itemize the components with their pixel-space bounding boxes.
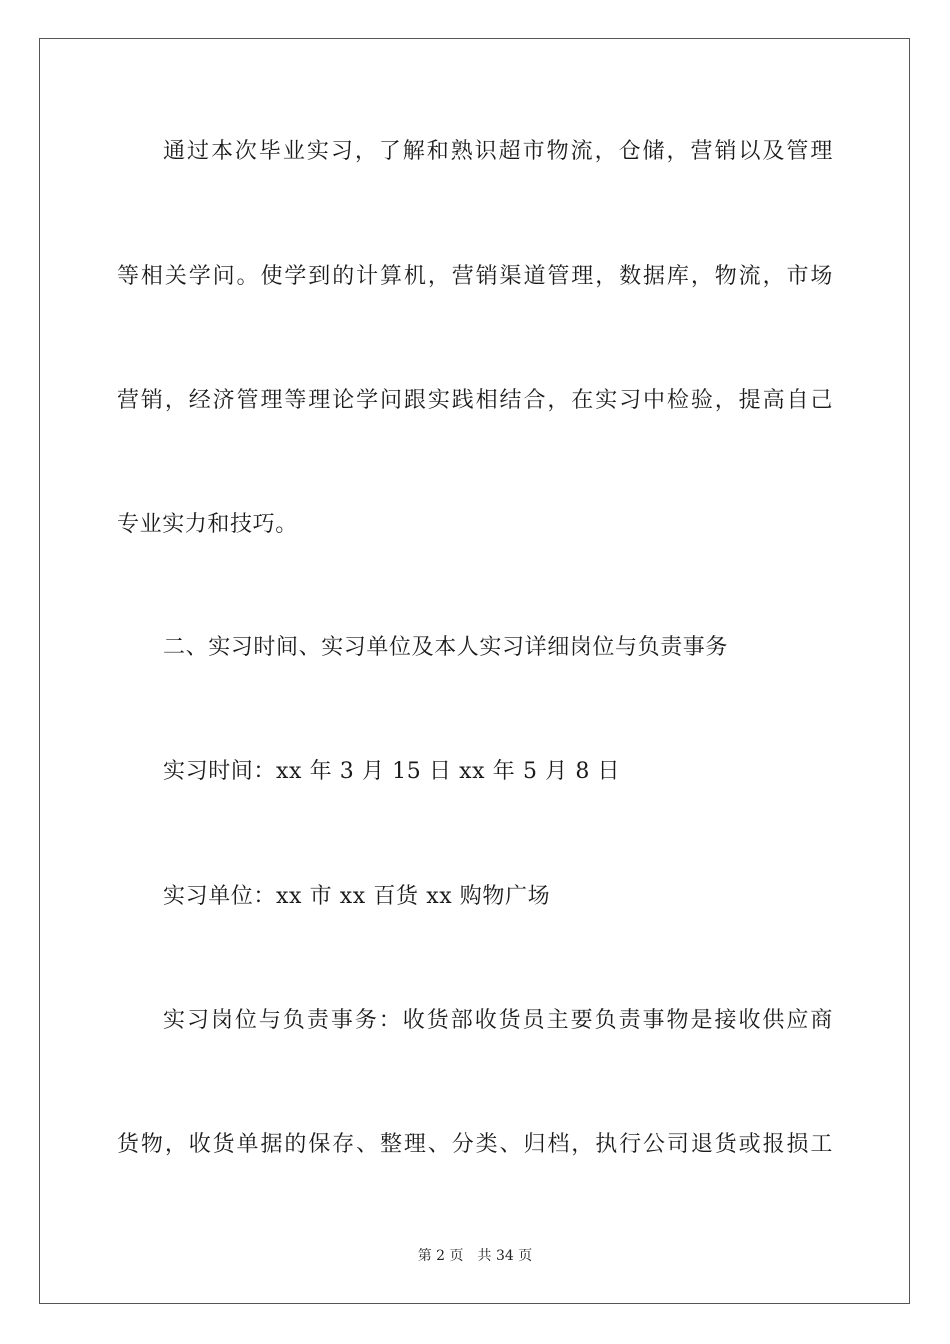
page-footer bbox=[0, 1246, 950, 1266]
paragraph-1-line-3: 营销，经济管理等理论学问跟实践相结合，在实习中检验，提高自己 bbox=[117, 388, 833, 413]
page-total: 共 34 页 bbox=[477, 1248, 533, 1264]
duties-line-1: 实习岗位与负责事务：收货部收货员主要负责事物是接收供应商 bbox=[163, 1008, 833, 1033]
internship-unit: 实习单位：xx 市 xx 百货 xx 购物广场 bbox=[163, 884, 551, 909]
duties-line-2: 货物，收货单据的保存、整理、分类、归档，执行公司退货或报损工 bbox=[117, 1132, 833, 1157]
paragraph-1-line-1: 通过本次毕业实习，了解和熟识超市物流，仓储，营销以及管理 bbox=[163, 139, 833, 164]
paragraph-1-line-4: 专业实力和技巧。 bbox=[117, 512, 298, 537]
paragraph-1-line-2: 等相关学问。使学到的计算机，营销渠道管理，数据库，物流，市场 bbox=[117, 264, 833, 289]
internship-time: 实习时间：xx 年 3 月 15 日 xx 年 5 月 8 日 bbox=[163, 759, 621, 784]
page-number: 第 2 页 bbox=[417, 1248, 464, 1264]
page-frame bbox=[39, 38, 910, 1304]
section-heading: 二、实习时间、实习单位及本人实习详细岗位与负责事务 bbox=[163, 635, 729, 660]
